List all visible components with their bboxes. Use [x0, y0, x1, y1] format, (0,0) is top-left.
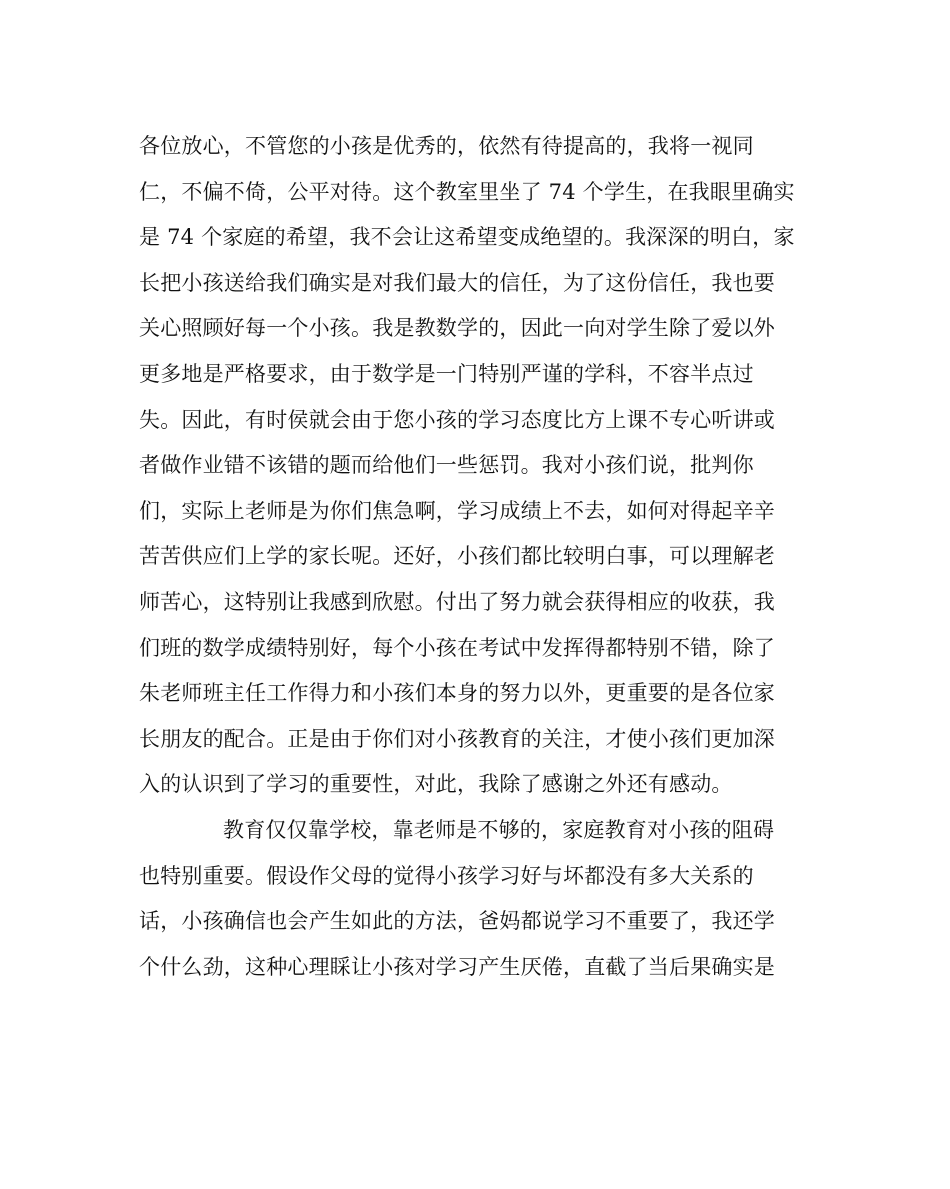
text-line: 各位放心，不管您的小孩是优秀的，依然有待提高的，我将一视同	[139, 134, 754, 158]
text-line: 者做作业错不该错的题而给他们一些惩罚。我对小孩们说，批判你	[139, 453, 754, 478]
text-line: 师苦心，这特别让我感到欣慰。付出了努力就会获得相应的收获，我	[139, 589, 775, 614]
text-line: 们，实际上老师是为你们焦急啊，学习成绩上不去，如何对得起辛辛	[139, 498, 775, 523]
text-line: 苦苦供应们上学的家长呢。还好，小孩们都比较明白事，可以理解老	[139, 544, 775, 569]
text-line: 失。因此，有时侯就会由于您小孩的学习态度比方上课不专心听讲或	[139, 407, 775, 432]
text-line: 关心照顾好每一个小孩。我是教数学的，因此一向对学生除了爱以外	[139, 316, 775, 341]
text-line: 长把小孩送给我们确实是对我们最大的信任，为了这份信任，我也要	[139, 270, 775, 295]
text-line: 长朋友的配合。正是由于你们对小孩教育的关注，才使小孩们更加深	[139, 726, 775, 751]
text-line: 个什么劲，这种心理睬让小孩对学习产生厌倦，直截了当后果确实是	[139, 954, 775, 979]
paragraph-start-line: 教育仅仅靠学校，靠老师是不够的，家庭教育对小孩的阻碍	[223, 817, 775, 842]
text-line: 仁，不偏不倚，公平对待。这个教室里坐了 74 个学生，在我眼里确实	[139, 179, 795, 204]
text-line: 话，小孩确信也会产生如此的方法，爸妈都说学习不重要了，我还学	[139, 909, 775, 934]
text-line: 们班的数学成绩特别好，每个小孩在考试中发挥得都特别不错，除了	[139, 635, 775, 660]
body-text	[139, 124, 819, 990]
text-line: 朱老师班主任工作得力和小孩们本身的努力以外，更重要的是各位家	[139, 681, 775, 706]
text-line: 入的认识到了学习的重要性，对此，我除了感谢之外还有感动。	[139, 772, 733, 797]
text-line: 更多地是严格要求，由于数学是一门特别严谨的学科，不容半点过	[139, 361, 754, 386]
text-line: 是 74 个家庭的希望，我不会让这希望变成绝望的。我深深的明白，家	[139, 225, 795, 250]
text-line: 也特别重要。假设作父母的觉得小孩学习好与坏都没有多大关系的	[139, 863, 754, 888]
